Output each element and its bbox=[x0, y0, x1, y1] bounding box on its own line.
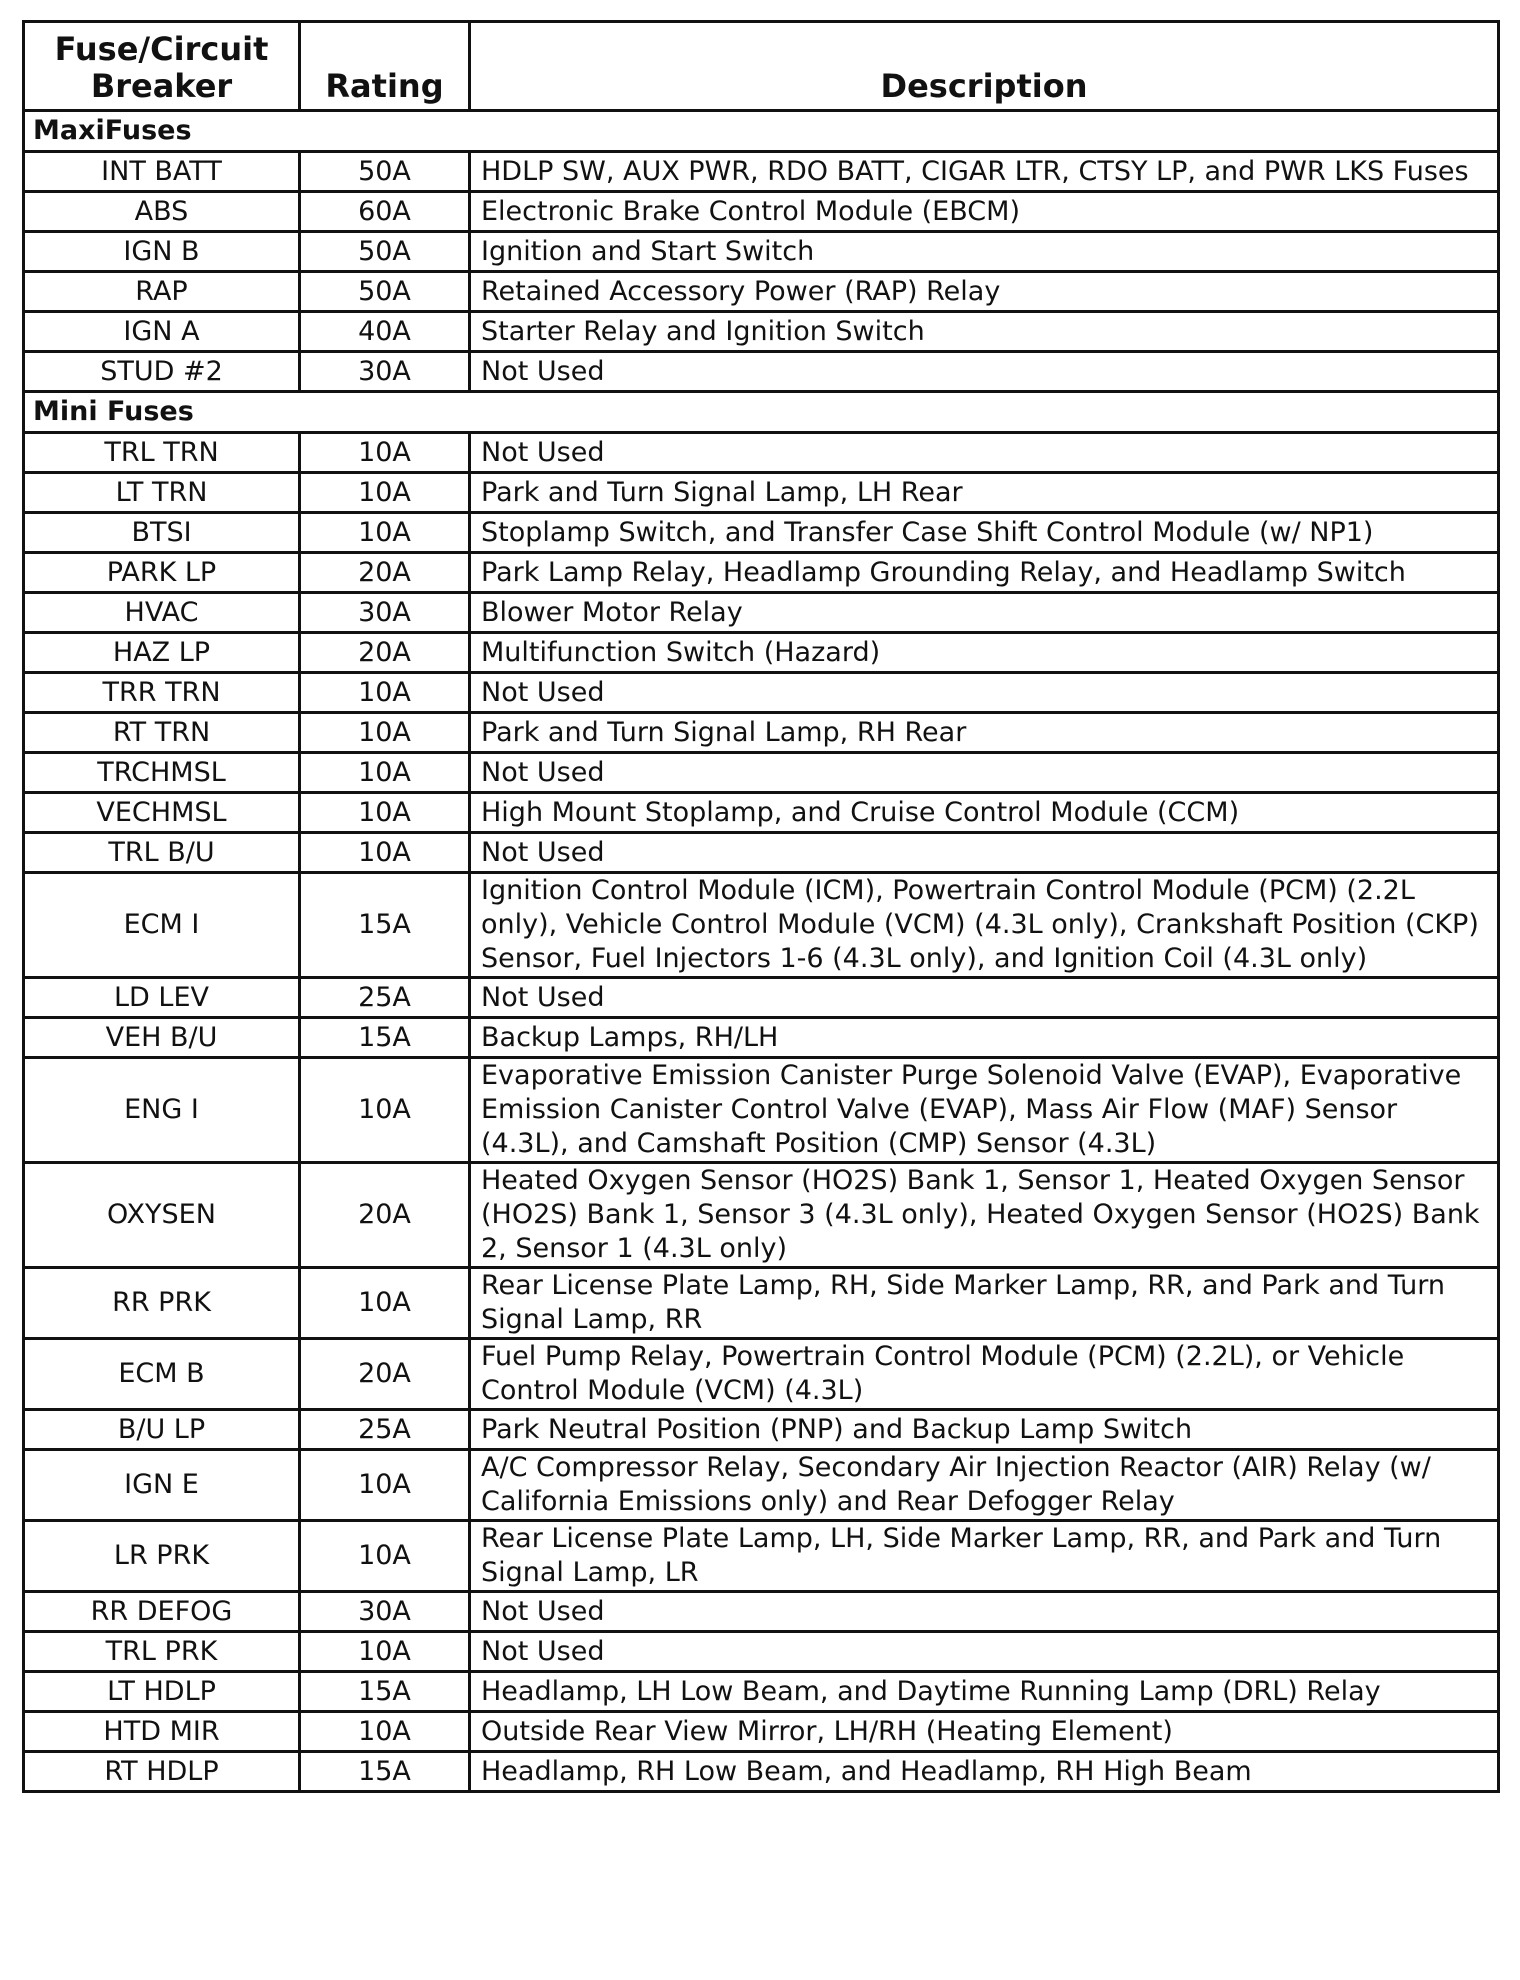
description-cell: Evaporative Emission Canister Purge Solenoid Valve (EVAP), Evaporative Emission Canister Control Valve (EVAP), Mass Air Flow (MAF) Sensor (4.3L), and Camshaft Position (CMP) Sensor (4.3L) bbox=[470, 1058, 1499, 1163]
rating-cell: 10A bbox=[300, 1450, 470, 1521]
section-title: Mini Fuses bbox=[24, 392, 1499, 433]
rating-cell: 10A bbox=[300, 793, 470, 833]
rating-cell: 10A bbox=[300, 1521, 470, 1592]
description-cell: Heated Oxygen Sensor (HO2S) Bank 1, Sensor 1, Heated Oxygen Sensor (HO2S) Bank 1, Sensor 3 (4.3L only), Heated Oxygen Sensor (HO2S) Bank 2, Sensor 1 (4.3L only) bbox=[470, 1163, 1499, 1268]
table-row bbox=[24, 312, 1499, 352]
fuse-name-cell: ECM B bbox=[24, 1339, 300, 1410]
description-cell: Park and Turn Signal Lamp, RH Rear bbox=[470, 713, 1499, 753]
section-title: MaxiFuses bbox=[24, 111, 1499, 152]
rating-cell: 15A bbox=[300, 873, 470, 978]
description-cell: Park Lamp Relay, Headlamp Grounding Relay, and Headlamp Switch bbox=[470, 553, 1499, 593]
table-row bbox=[24, 553, 1499, 593]
fuse-name-cell: B/U LP bbox=[24, 1410, 300, 1450]
rating-cell: 50A bbox=[300, 152, 470, 192]
fuse-name-cell: RT HDLP bbox=[24, 1752, 300, 1792]
rating-cell: 10A bbox=[300, 473, 470, 513]
section-header-row bbox=[24, 392, 1499, 433]
table-row bbox=[24, 1521, 1499, 1592]
fuse-name-cell: VEH B/U bbox=[24, 1018, 300, 1058]
fuse-name-cell: TRR TRN bbox=[24, 673, 300, 713]
rating-cell: 10A bbox=[300, 673, 470, 713]
fuse-name-cell: ECM I bbox=[24, 873, 300, 978]
description-cell: Rear License Plate Lamp, RH, Side Marker Lamp, RR, and Park and Turn Signal Lamp, RR bbox=[470, 1268, 1499, 1339]
rating-cell: 10A bbox=[300, 1268, 470, 1339]
description-cell: Headlamp, RH Low Beam, and Headlamp, RH High Beam bbox=[470, 1752, 1499, 1792]
fuse-name-cell: PARK LP bbox=[24, 553, 300, 593]
fuse-name-cell: IGN B bbox=[24, 232, 300, 272]
fuse-name-cell: IGN E bbox=[24, 1450, 300, 1521]
description-cell: Stoplamp Switch, and Transfer Case Shift Control Module (w/ NP1) bbox=[470, 513, 1499, 553]
description-cell: Not Used bbox=[470, 1592, 1499, 1632]
description-cell: HDLP SW, AUX PWR, RDO BATT, CIGAR LTR, CTSY LP, and PWR LKS Fuses bbox=[470, 152, 1499, 192]
rating-cell: 25A bbox=[300, 978, 470, 1018]
header-description: Description bbox=[470, 22, 1499, 111]
fuse-name-cell: HVAC bbox=[24, 593, 300, 633]
rating-cell: 15A bbox=[300, 1018, 470, 1058]
description-cell: Park Neutral Position (PNP) and Backup Lamp Switch bbox=[470, 1410, 1499, 1450]
fuse-name-cell: IGN A bbox=[24, 312, 300, 352]
rating-cell: 50A bbox=[300, 232, 470, 272]
fuse-name-cell: TRL TRN bbox=[24, 433, 300, 473]
table-row bbox=[24, 272, 1499, 312]
fuse-name-cell: LR PRK bbox=[24, 1521, 300, 1592]
fuse-name-cell: OXYSEN bbox=[24, 1163, 300, 1268]
table-row bbox=[24, 192, 1499, 232]
rating-cell: 30A bbox=[300, 1592, 470, 1632]
fuse-name-cell: TRL B/U bbox=[24, 833, 300, 873]
table-row bbox=[24, 1018, 1499, 1058]
rating-cell: 10A bbox=[300, 833, 470, 873]
table-row bbox=[24, 1339, 1499, 1410]
table-row bbox=[24, 1410, 1499, 1450]
description-cell: Not Used bbox=[470, 833, 1499, 873]
table-body bbox=[24, 111, 1499, 1792]
table-row bbox=[24, 673, 1499, 713]
rating-cell: 10A bbox=[300, 713, 470, 753]
fuse-name-cell: TRL PRK bbox=[24, 1632, 300, 1672]
fuse-table-sheet bbox=[22, 20, 1500, 1793]
table-row bbox=[24, 1712, 1499, 1752]
description-cell: Headlamp, LH Low Beam, and Daytime Running Lamp (DRL) Relay bbox=[470, 1672, 1499, 1712]
description-cell: Starter Relay and Ignition Switch bbox=[470, 312, 1499, 352]
rating-cell: 15A bbox=[300, 1672, 470, 1712]
fuse-name-cell: ENG I bbox=[24, 1058, 300, 1163]
description-cell: Not Used bbox=[470, 433, 1499, 473]
description-cell: Blower Motor Relay bbox=[470, 593, 1499, 633]
rating-cell: 10A bbox=[300, 753, 470, 793]
header-fuse: Fuse/Circuit Breaker bbox=[24, 22, 300, 111]
table-row bbox=[24, 152, 1499, 192]
fuse-name-cell: TRCHMSL bbox=[24, 753, 300, 793]
rating-cell: 30A bbox=[300, 352, 470, 392]
rating-cell: 10A bbox=[300, 513, 470, 553]
fuse-name-cell: ABS bbox=[24, 192, 300, 232]
rating-cell: 30A bbox=[300, 593, 470, 633]
description-cell: Rear License Plate Lamp, LH, Side Marker Lamp, RR, and Park and Turn Signal Lamp, LR bbox=[470, 1521, 1499, 1592]
description-cell: Multifunction Switch (Hazard) bbox=[470, 633, 1499, 673]
description-cell: A/C Compressor Relay, Secondary Air Injection Reactor (AIR) Relay (w/ California Emissions only) and Rear Defogger Relay bbox=[470, 1450, 1499, 1521]
fuse-name-cell: VECHMSL bbox=[24, 793, 300, 833]
rating-cell: 10A bbox=[300, 1058, 470, 1163]
table-row bbox=[24, 833, 1499, 873]
rating-cell: 10A bbox=[300, 1712, 470, 1752]
table-row bbox=[24, 1450, 1499, 1521]
table-row bbox=[24, 1268, 1499, 1339]
description-cell: Park and Turn Signal Lamp, LH Rear bbox=[470, 473, 1499, 513]
table-row bbox=[24, 433, 1499, 473]
rating-cell: 20A bbox=[300, 1339, 470, 1410]
rating-cell: 20A bbox=[300, 553, 470, 593]
description-cell: Not Used bbox=[470, 978, 1499, 1018]
rating-cell: 20A bbox=[300, 633, 470, 673]
table-row bbox=[24, 713, 1499, 753]
section-header-row bbox=[24, 111, 1499, 152]
rating-cell: 10A bbox=[300, 1632, 470, 1672]
fuse-name-cell: INT BATT bbox=[24, 152, 300, 192]
description-cell: Not Used bbox=[470, 753, 1499, 793]
fuse-name-cell: STUD #2 bbox=[24, 352, 300, 392]
table-row bbox=[24, 873, 1499, 978]
fuse-name-cell: RT TRN bbox=[24, 713, 300, 753]
fuse-name-cell: RR DEFOG bbox=[24, 1592, 300, 1632]
description-cell: High Mount Stoplamp, and Cruise Control Module (CCM) bbox=[470, 793, 1499, 833]
table-row bbox=[24, 232, 1499, 272]
table-row bbox=[24, 513, 1499, 553]
rating-cell: 50A bbox=[300, 272, 470, 312]
table-row bbox=[24, 1752, 1499, 1792]
table-row bbox=[24, 793, 1499, 833]
rating-cell: 10A bbox=[300, 433, 470, 473]
description-cell: Backup Lamps, RH/LH bbox=[470, 1018, 1499, 1058]
fuse-name-cell: HTD MIR bbox=[24, 1712, 300, 1752]
table-row bbox=[24, 753, 1499, 793]
fuse-name-cell: LT TRN bbox=[24, 473, 300, 513]
description-cell: Retained Accessory Power (RAP) Relay bbox=[470, 272, 1499, 312]
table-row bbox=[24, 633, 1499, 673]
fuse-name-cell: LT HDLP bbox=[24, 1672, 300, 1712]
rating-cell: 20A bbox=[300, 1163, 470, 1268]
description-cell: Not Used bbox=[470, 352, 1499, 392]
description-cell: Ignition Control Module (ICM), Powertrain Control Module (PCM) (2.2L only), Vehicle Control Module (VCM) (4.3L only), Crankshaft Position (CKP) Sensor, Fuel Injectors 1-6 (4.3L only), and Ignition Coil (4.3L only) bbox=[470, 873, 1499, 978]
rating-cell: 25A bbox=[300, 1410, 470, 1450]
table-row bbox=[24, 1672, 1499, 1712]
fuse-name-cell: BTSI bbox=[24, 513, 300, 553]
rating-cell: 40A bbox=[300, 312, 470, 352]
description-cell: Electronic Brake Control Module (EBCM) bbox=[470, 192, 1499, 232]
description-cell: Outside Rear View Mirror, LH/RH (Heating Element) bbox=[470, 1712, 1499, 1752]
header-row bbox=[24, 22, 1499, 111]
fuse-name-cell: RAP bbox=[24, 272, 300, 312]
fuse-name-cell: RR PRK bbox=[24, 1268, 300, 1339]
rating-cell: 60A bbox=[300, 192, 470, 232]
description-cell: Not Used bbox=[470, 1632, 1499, 1672]
fuse-name-cell: HAZ LP bbox=[24, 633, 300, 673]
table-row bbox=[24, 1592, 1499, 1632]
header-rating: Rating bbox=[300, 22, 470, 111]
fuse-name-cell: LD LEV bbox=[24, 978, 300, 1018]
table-row bbox=[24, 1163, 1499, 1268]
fuse-table bbox=[22, 20, 1500, 1793]
table-row bbox=[24, 352, 1499, 392]
table-row bbox=[24, 473, 1499, 513]
description-cell: Ignition and Start Switch bbox=[470, 232, 1499, 272]
description-cell: Not Used bbox=[470, 673, 1499, 713]
table-row bbox=[24, 1058, 1499, 1163]
table-row bbox=[24, 593, 1499, 633]
rating-cell: 15A bbox=[300, 1752, 470, 1792]
table-row bbox=[24, 978, 1499, 1018]
description-cell: Fuel Pump Relay, Powertrain Control Module (PCM) (2.2L), or Vehicle Control Module (VCM) (4.3L) bbox=[470, 1339, 1499, 1410]
table-row bbox=[24, 1632, 1499, 1672]
